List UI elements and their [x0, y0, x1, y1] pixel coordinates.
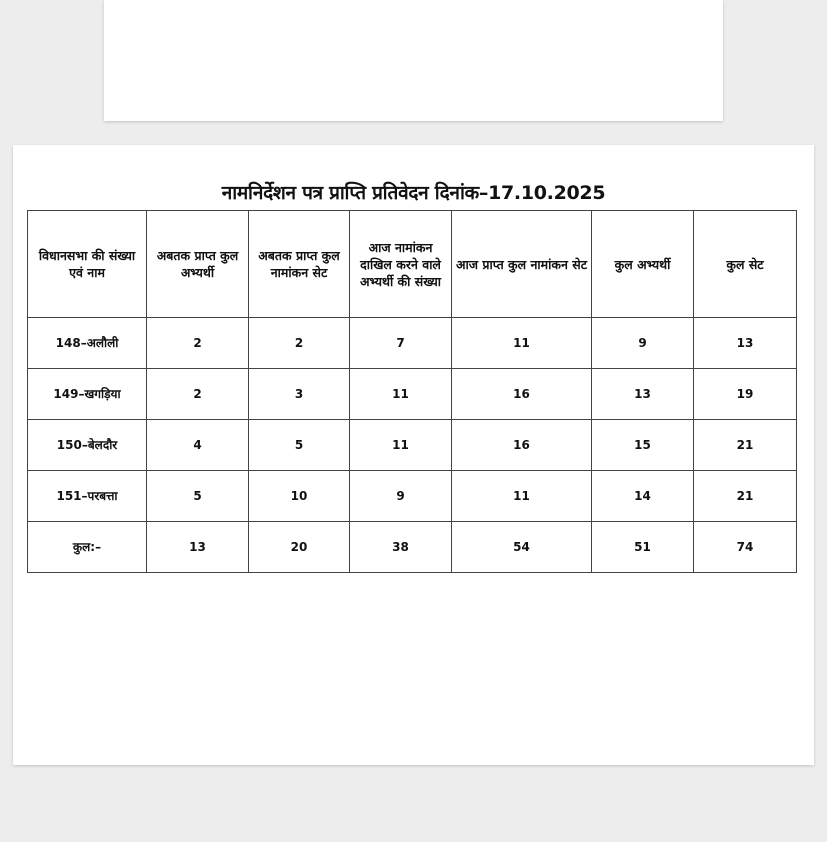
cell-value: 7	[350, 318, 452, 369]
cell-value: 4	[147, 420, 249, 471]
header-total-sets: कुल सेट	[694, 211, 797, 318]
cell-value: 13	[694, 318, 797, 369]
header-sets-today: आज प्राप्त कुल नामांकन सेट	[452, 211, 592, 318]
cell-value: 5	[147, 471, 249, 522]
cell-value: 2	[249, 318, 350, 369]
table-row	[28, 369, 797, 420]
cell-total-value: 20	[249, 522, 350, 573]
header-total-candidates-so-far: अबतक प्राप्त कुल अभ्यर्थी	[147, 211, 249, 318]
cell-value: 14	[592, 471, 694, 522]
cell-total-value: 74	[694, 522, 797, 573]
document-title: नामनिर्देशन पत्र प्राप्ति प्रतिवेदन दिनांक–17.10.2025	[221, 182, 606, 204]
cell-value: 16	[452, 420, 592, 471]
nomination-report-table	[27, 210, 797, 573]
table-row	[28, 471, 797, 522]
cell-total-label: कुल:–	[28, 522, 147, 573]
cell-value: 11	[452, 471, 592, 522]
table-row	[28, 420, 797, 471]
cell-constituency: 151–परबत्ता	[28, 471, 147, 522]
cell-value: 21	[694, 471, 797, 522]
cell-value: 13	[592, 369, 694, 420]
previous-page	[104, 0, 723, 121]
cell-value: 21	[694, 420, 797, 471]
table-row	[28, 318, 797, 369]
table-total-row	[28, 522, 797, 573]
cell-value: 10	[249, 471, 350, 522]
cell-value: 11	[350, 420, 452, 471]
cell-value: 15	[592, 420, 694, 471]
cell-value: 2	[147, 369, 249, 420]
cell-value: 3	[249, 369, 350, 420]
header-total-sets-so-far: अबतक प्राप्त कुल नामांकन सेट	[249, 211, 350, 318]
cell-value: 9	[592, 318, 694, 369]
header-candidates-today: आज नामांकन दाखिल करने वाले अभ्यर्थी की संख्या	[350, 211, 452, 318]
table-header-row	[28, 211, 797, 318]
cell-constituency: 150–बेलदौर	[28, 420, 147, 471]
cell-total-value: 51	[592, 522, 694, 573]
cell-value: 9	[350, 471, 452, 522]
header-constituency: विधानसभा की संख्या एवं नाम	[28, 211, 147, 318]
cell-total-value: 13	[147, 522, 249, 573]
cell-value: 5	[249, 420, 350, 471]
cell-total-value: 54	[452, 522, 592, 573]
cell-total-value: 38	[350, 522, 452, 573]
cell-value: 11	[452, 318, 592, 369]
cell-constituency: 148–अलौली	[28, 318, 147, 369]
cell-constituency: 149–खगड़िया	[28, 369, 147, 420]
cell-value: 11	[350, 369, 452, 420]
cell-value: 19	[694, 369, 797, 420]
cell-value: 2	[147, 318, 249, 369]
cell-value: 16	[452, 369, 592, 420]
document-page	[13, 145, 814, 765]
header-total-candidates: कुल अभ्यर्थी	[592, 211, 694, 318]
